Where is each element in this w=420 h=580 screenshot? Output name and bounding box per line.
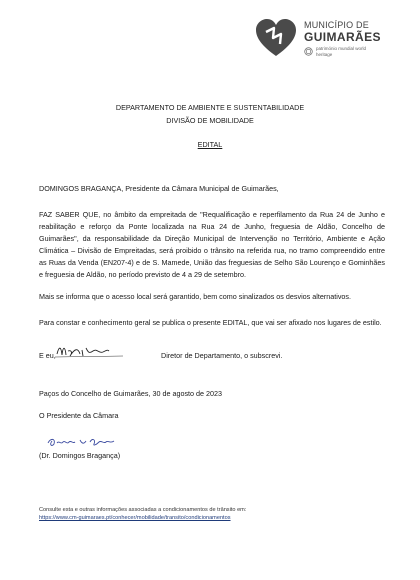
- main-paragraph: FAZ SABER QUE, no âmbito da empreitada de "Requalificação e reperfilamento da Rua 24 de Junho e reabilitação e reforço da Ponte localizada na Rua 24 de Junho, freguesia de Aldão, Concelho de Guimarães", da responsabilidade da Direção Municipal de Intervenção no Território, Ambiente e Ação Climática – Divisão de Empreitadas, será proibido o trânsito na referida rua, no tramo compreendido entre as Ruas da Venda (EN207-4) e de S. Mamede, União das freguesias de Selho São Lourenço e Gominhães e freguesia de Aldão, no período previsto de 4 a 29 de setembro.: [39, 210, 385, 279]
- logo-municipio-label: MUNICÍPIO DE: [304, 20, 369, 30]
- division-title: DIVISÃO DE MOBILIDADE: [166, 116, 254, 125]
- signatory-name: (Dr. Domingos Bragança): [39, 451, 121, 460]
- intro-paragraph: DOMINGOS BRAGANÇA, Presidente da Câmara Municipal de Guimarães,: [39, 184, 279, 193]
- world-heritage-label: património mundial world heritage: [316, 46, 367, 57]
- eu-label: E eu,: [39, 351, 56, 360]
- municipality-logo: [254, 14, 404, 64]
- place-date: Paços do Concelho de Guimarães, 30 de agosto de 2023: [39, 389, 223, 398]
- department-title: DEPARTAMENTO DE AMBIENTE E SUSTENTABILIDADE: [115, 103, 305, 112]
- logo-city-name: GUIMARÃES: [304, 30, 381, 44]
- director-signature-icon: [53, 342, 133, 362]
- footer-note: Consulte esta e outras informações associadas a condicionamentos de trânsito em:: [39, 507, 247, 513]
- guimaraes-heart-logo-icon: [254, 16, 298, 60]
- edital-heading: EDITAL: [197, 140, 223, 149]
- president-signature-icon: [44, 432, 134, 452]
- director-text: Diretor de Departamento, o subscrevi.: [161, 351, 283, 360]
- director-signature-line: [39, 348, 385, 368]
- footer-link[interactable]: https://www.cm-guimaraes.pt/conhecer/mobilidade/transito/condicionamentos: [39, 515, 231, 521]
- world-heritage-icon: [304, 47, 313, 56]
- president-title: O Presidente da Câmara: [39, 411, 119, 420]
- access-paragraph: Mais se informa que o acesso local será garantido, bem como sinalizados os desvios alternativos.: [39, 292, 352, 301]
- publication-paragraph: Para constar e conhecimento geral se publica o presente EDITAL, que vai ser afixado nos lugares de estilo.: [39, 318, 382, 327]
